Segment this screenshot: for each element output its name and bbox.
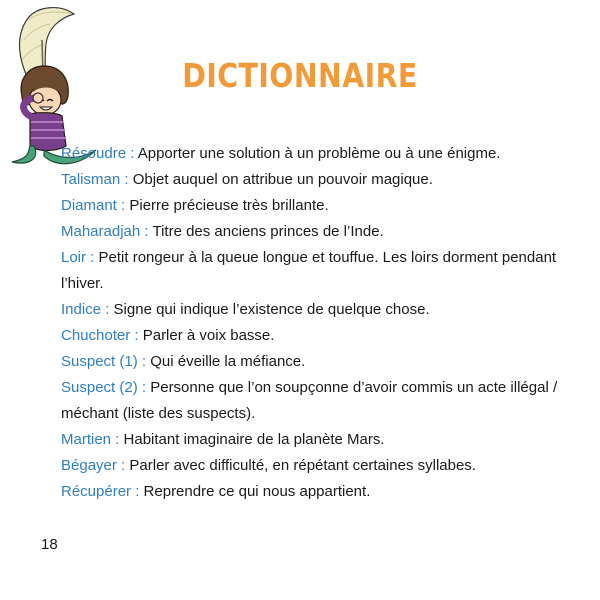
entry-term: Chuchoter : <box>61 327 139 344</box>
list-item <box>61 141 561 167</box>
entry-term: Résoudre : <box>61 145 135 162</box>
entry-definition: Objet auquel on attribue un pouvoir magique. <box>132 171 433 188</box>
list-item <box>61 297 561 323</box>
entry-definition: Habitant imaginaire de la planète Mars. <box>123 431 385 448</box>
list-item <box>61 453 561 479</box>
entry-definition: Titre des anciens princes de l’Inde. <box>152 223 384 240</box>
list-item <box>61 219 561 245</box>
list-item <box>61 375 561 427</box>
list-item <box>61 167 561 193</box>
entry-term: Martien : <box>61 431 120 448</box>
list-item <box>61 479 561 505</box>
entry-definition: Personne que l’on soupçonne d’avoir commis un acte illégal / méchant (liste des suspects). <box>61 379 558 422</box>
entry-definition: Qui éveille la méfiance. <box>150 353 306 370</box>
entry-definition: Reprendre ce qui nous appartient. <box>143 483 371 500</box>
entry-term: Récupérer : <box>61 483 140 500</box>
list-item <box>61 193 561 219</box>
entry-definition: Parler à voix basse. <box>142 327 275 344</box>
entry-definition: Apporter une solution à un problème ou à une énigme. <box>137 145 501 162</box>
entry-definition: Pierre précieuse très brillante. <box>129 197 329 214</box>
page-number: 18 <box>41 536 58 553</box>
entry-definition: Parler avec difficulté, en répétant certaines syllabes. <box>129 457 476 474</box>
list-item <box>61 245 561 297</box>
page-title: DICTIONNAIRE <box>182 56 418 95</box>
entry-term: Maharadjah : <box>61 223 149 240</box>
list-item <box>61 349 561 375</box>
entry-term: Talisman : <box>61 171 129 188</box>
list-item <box>61 323 561 349</box>
entry-definition: Signe qui indique l’existence de quelque chose. <box>113 301 430 318</box>
entry-term: Diamant : <box>61 197 126 214</box>
entry-term: Suspect (2) : <box>61 379 147 396</box>
list-item <box>61 427 561 453</box>
entry-definition: Petit rongeur à la queue longue et touffue. Les loirs dorment pendant l’hiver. <box>61 249 557 292</box>
entry-term: Suspect (1) : <box>61 353 147 370</box>
entry-term: Loir : <box>61 249 95 266</box>
entry-term: Bégayer : <box>61 457 126 474</box>
definition-list <box>61 141 561 505</box>
entry-term: Indice : <box>61 301 110 318</box>
